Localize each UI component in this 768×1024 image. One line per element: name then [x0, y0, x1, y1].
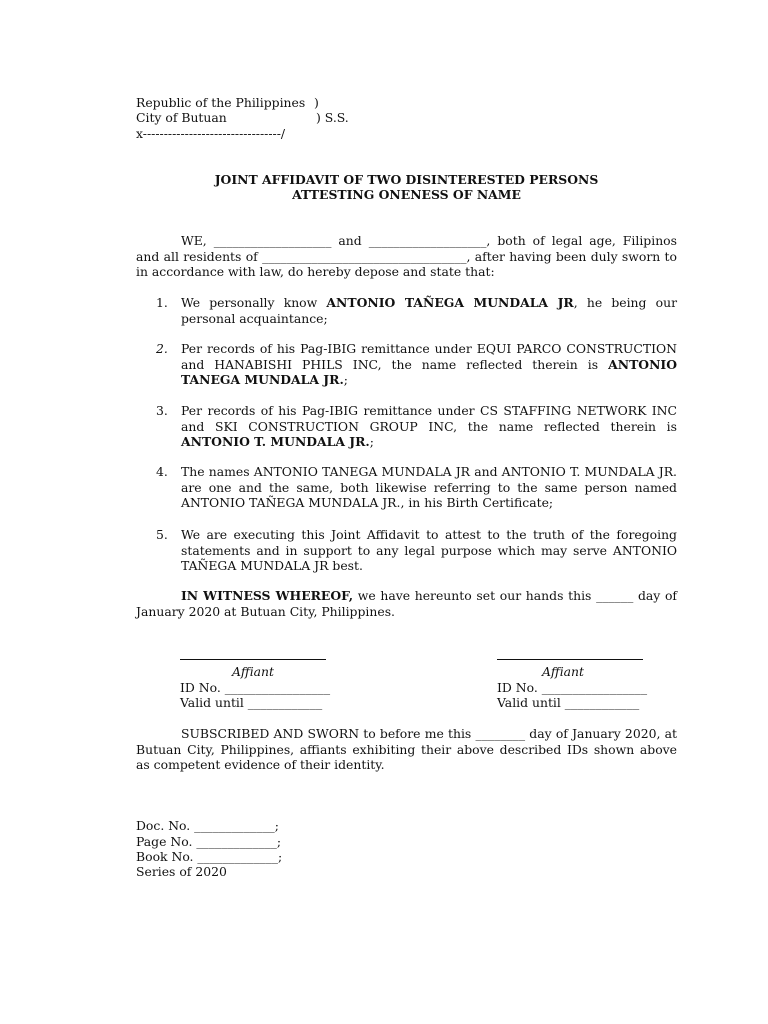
- signature-line-right: [497, 659, 643, 660]
- list-item-text-end: ;: [343, 372, 348, 387]
- affiant-label-right: Affiant: [541, 664, 585, 679]
- venue-city: City of Butuan: [136, 110, 227, 125]
- document-title-line1: JOINT AFFIDAVIT OF TWO DISINTERESTED PERSONS: [214, 172, 599, 187]
- intro-and: and: [338, 233, 362, 248]
- affiant-valid-left: Valid until ____________: [180, 695, 323, 710]
- intro-blank-1: ___________________: [213, 233, 332, 248]
- venue-paren-1: ): [314, 95, 319, 110]
- witness-text: we have hereunto set our hands this ______ day of January 2020 at Butuan City, Philippines.: [136, 588, 678, 619]
- intro-we: WE,: [181, 233, 207, 248]
- list-item-name: ANTONIO TAÑEGA MUNDALA JR: [326, 295, 574, 310]
- list-item-text-end: , he being our personal acquaintance;: [181, 295, 677, 326]
- intro-paragraph: [136, 233, 677, 280]
- list-item-text: Per records of his Pag-IBIG remittance under CS STAFFING NETWORK INC and SKI CONSTRUCTION GROUP INC, the name reflected therein is: [181, 403, 677, 434]
- affiant-id-left: ID No. _________________: [180, 680, 331, 695]
- intro-rest-2: after having been duly sworn to in accordance with law, do hereby depose and state that:: [136, 248, 677, 279]
- jurat-paragraph: [136, 726, 677, 773]
- affiant-label-left: Affiant: [231, 664, 275, 679]
- jurat-text: SUBSCRIBED AND SWORN to before me this ________ day of January 2020, at Butuan City, Philippines, affiants exhibiting their above described IDs shown above as competent evidence of their identity.: [136, 726, 677, 772]
- venue-ss: ) S.S.: [316, 110, 349, 125]
- list-item-4: [156, 464, 677, 511]
- list-item-number: 2.: [156, 341, 168, 356]
- intro-blank-2: ___________________,: [368, 233, 491, 248]
- list-item-2: [156, 341, 677, 388]
- list-item-3: [156, 403, 677, 450]
- list-item-name: ANTONIO T. MUNDALA JR.: [181, 434, 370, 449]
- list-item-name: ANTONIO TANEGA MUNDALA JR.: [181, 356, 677, 387]
- signature-line-left: [180, 659, 326, 660]
- list-item-text: Per records of his Pag-IBIG remittance under EQUI PARCO CONSTRUCTION and HANABISHI PHILS INC, the name reflected therein is: [181, 341, 677, 372]
- list-item-text: We are executing this Joint Affidavit to attest to the truth of the foregoing statements and in support to any legal purpose which may serve ANTONIO TAÑEGA MUNDALA JR best.: [181, 527, 677, 573]
- list-item-number: 5.: [156, 527, 168, 542]
- intro-blank-3: _________________________________,: [262, 248, 471, 264]
- list-item-number: 4.: [156, 464, 168, 479]
- intro-rest-1: both of legal age, Filipinos and all residents of: [136, 233, 677, 264]
- list-item-5: [156, 527, 677, 574]
- witness-paragraph: [136, 588, 677, 619]
- series-year: Series of 2020: [136, 864, 227, 879]
- affiant-valid-right: Valid until ____________: [497, 695, 640, 710]
- venue-republic: Republic of the Philippines: [136, 95, 306, 110]
- list-item-text: The names ANTONIO TANEGA MUNDALA JR and ANTONIO T. MUNDALA JR. are one and the same, both likewise referring to the same person named ANTONIO TAÑEGA MUNDALA JR., in his Birth Certificate;: [181, 464, 677, 510]
- page-number: Page No. _____________;: [136, 834, 282, 849]
- book-number: Book No. _____________;: [136, 849, 283, 864]
- venue-separator: x---------------------------------/: [136, 126, 286, 141]
- list-item-number: 1.: [156, 295, 168, 310]
- list-item-number: 3.: [156, 403, 168, 418]
- affiant-id-right: ID No. _________________: [497, 680, 648, 695]
- list-item-1: [156, 295, 677, 326]
- doc-number: Doc. No. _____________;: [136, 818, 279, 833]
- witness-heading: IN WITNESS WHEREOF,: [181, 588, 354, 603]
- list-item-text: We personally know: [181, 295, 327, 310]
- document-title-line2: ATTESTING ONENESS OF NAME: [292, 187, 521, 202]
- list-item-text-end: ;: [369, 434, 374, 449]
